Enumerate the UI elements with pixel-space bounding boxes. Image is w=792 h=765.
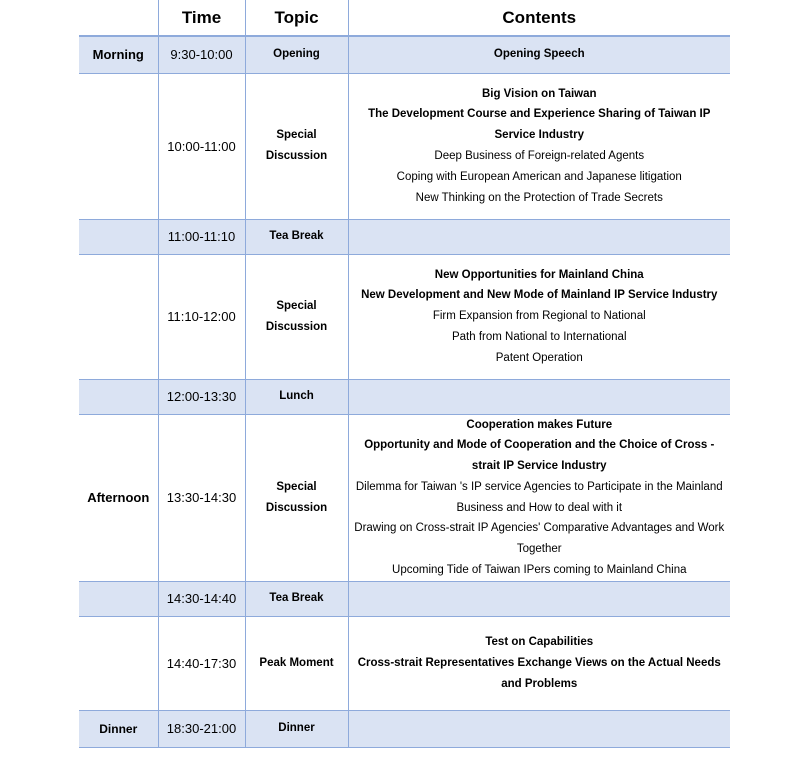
header-row: [79, 0, 730, 36]
contents-heading: Test on Capabilities: [485, 636, 594, 649]
session-cell: [79, 219, 158, 254]
time-cell: 13:30-14:30: [158, 414, 245, 581]
session-cell: [79, 616, 158, 710]
session-cell: [79, 379, 158, 414]
topic-line: Special: [276, 129, 317, 142]
topic-cell: [245, 73, 348, 219]
contents-heading: Opportunity and Mode of Cooperation and the Choice of Cross - strait IP Service Industry: [364, 439, 715, 473]
topic-line: Peak Moment: [259, 656, 334, 669]
topic-line: Dinner: [278, 722, 315, 735]
topic-cell: [245, 219, 348, 254]
topic-line: Discussion: [265, 501, 328, 514]
time-cell: 18:30-21:00: [158, 710, 245, 747]
topic-line: Opening: [273, 48, 320, 61]
contents-cell: [348, 379, 730, 414]
topic-cell: [245, 254, 348, 379]
topic-line: Tea Break: [269, 230, 324, 243]
schedule-row: [79, 379, 730, 414]
contents-cell: [348, 254, 730, 379]
contents-item: Patent Operation: [495, 351, 583, 364]
topic-line: Special: [276, 480, 317, 493]
header-session: [79, 0, 158, 36]
contents-cell: [348, 414, 730, 581]
header-time: Time: [158, 0, 245, 36]
contents-item: Dilemma for Taiwan 's IP service Agencies to Participate in the Mainland Business and How to deal with it: [355, 480, 723, 514]
contents-cell: [348, 219, 730, 254]
schedule-row: [79, 73, 730, 219]
header-contents: Contents: [348, 0, 730, 36]
session-cell: Afternoon: [79, 414, 158, 581]
contents-item: Firm Expansion from Regional to National: [432, 310, 646, 323]
contents-cell: [348, 36, 730, 73]
contents-heading: Opening Speech: [493, 48, 585, 61]
time-cell: 10:00-11:00: [158, 73, 245, 219]
contents-heading: Cross-strait Representatives Exchange Views on the Actual Needs and Problems: [357, 656, 721, 690]
topic-line: Discussion: [265, 320, 328, 333]
contents-cell: [348, 710, 730, 747]
schedule-row: [79, 219, 730, 254]
time-cell: 14:40-17:30: [158, 616, 245, 710]
topic-cell: [245, 581, 348, 616]
contents-item: Upcoming Tide of Taiwan IPers coming to Mainland China: [392, 564, 687, 577]
contents-item: Path from National to International: [451, 330, 627, 343]
topic-cell: [245, 379, 348, 414]
contents-heading: New Opportunities for Mainland China: [434, 268, 644, 281]
session-cell: [79, 581, 158, 616]
contents-cell: [348, 73, 730, 219]
topic-cell: [245, 616, 348, 710]
session-cell: [79, 73, 158, 219]
contents-heading: Big Vision on Taiwan: [481, 87, 597, 100]
contents-cell: [348, 581, 730, 616]
session-cell: Morning: [79, 36, 158, 73]
time-cell: 14:30-14:40: [158, 581, 245, 616]
contents-item: Drawing on Cross-strait IP Agencies' Comparative Advantages and Work Together: [354, 522, 725, 556]
topic-cell: [245, 414, 348, 581]
contents-item: Deep Business of Foreign-related Agents: [434, 150, 645, 162]
contents-heading: The Development Course and Experience Sharing of Taiwan IP Service Industry: [368, 108, 711, 142]
time-cell: 11:10-12:00: [158, 254, 245, 379]
topic-cell: [245, 36, 348, 73]
topic-line: Discussion: [265, 150, 328, 162]
contents-item: New Thinking on the Protection of Trade Secrets: [415, 191, 663, 204]
header-topic: Topic: [245, 0, 348, 36]
schedule-row: [79, 616, 730, 710]
topic-cell: [245, 710, 348, 747]
session-cell: [79, 254, 158, 379]
topic-line: Special: [276, 299, 317, 312]
schedule-row: [79, 254, 730, 379]
schedule-row: [79, 36, 730, 73]
time-cell: 11:00-11:10: [158, 219, 245, 254]
topic-line: Tea Break: [269, 592, 324, 605]
schedule-row: [79, 710, 730, 747]
schedule-row: [79, 414, 730, 581]
session-cell: Dinner: [79, 710, 158, 747]
time-cell: 12:00-13:30: [158, 379, 245, 414]
contents-cell: [348, 616, 730, 710]
time-cell: 9:30-10:00: [158, 36, 245, 73]
contents-heading: Cooperation makes Future: [466, 418, 613, 431]
schedule-row: [79, 581, 730, 616]
contents-item: Coping with European American and Japanese litigation: [396, 170, 682, 183]
contents-heading: New Development and New Mode of Mainland IP Service Industry: [361, 289, 718, 302]
schedule-table: [79, 0, 730, 748]
schedule-body: [79, 36, 730, 747]
topic-line: Lunch: [279, 390, 314, 403]
